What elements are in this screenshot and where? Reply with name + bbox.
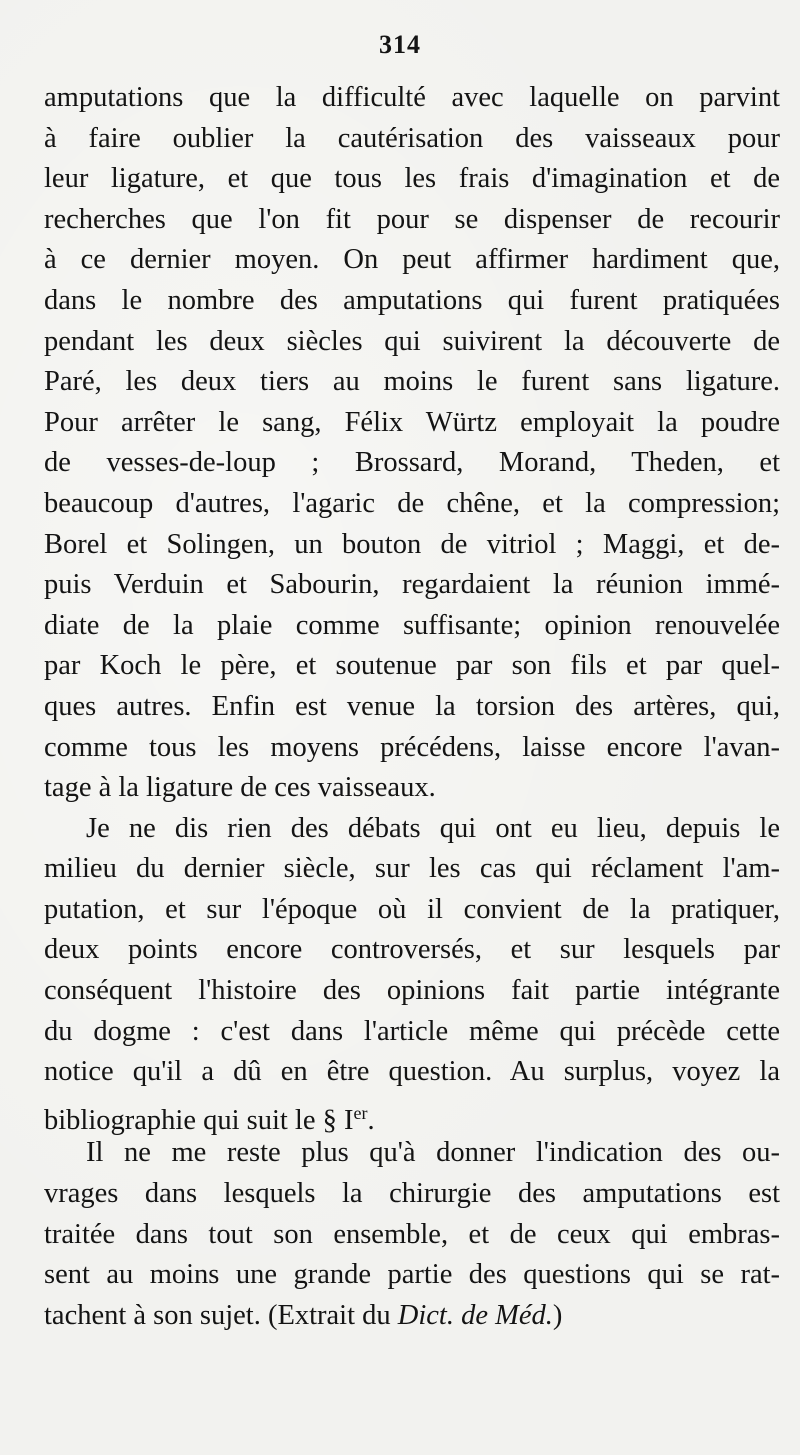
text-line: de vesses-de-loup ; Brossard, Morand, Theden, et <box>44 447 780 479</box>
text-line-final <box>44 1296 780 1337</box>
text-line: puis Verduin et Sabourin, regardaient la réunion immé- <box>44 569 780 601</box>
text-line: putation, et sur l'époque où il convient de la pratiquer, <box>44 893 780 925</box>
text-line: comme tous les moyens précédens, laisse encore l'avan- <box>44 731 780 763</box>
page-number: 314 <box>379 30 421 59</box>
text-line: Il ne me reste plus qu'à donner l'indication des ou- <box>86 1137 780 1169</box>
text-line: vrages dans lesquels la chirurgie des amputations est <box>44 1178 780 1210</box>
text-line: traitée dans tout son ensemble, et de ceux qui embras- <box>44 1218 780 1250</box>
text-line: sent au moins une grande partie des questions qui se rat- <box>44 1259 780 1291</box>
text-line: du dogme : c'est dans l'article même qui précède cette <box>44 1015 780 1047</box>
text-line: dans le nombre des amputations qui furent pratiquées <box>44 284 780 316</box>
text-line: par Koch le père, et soutenue par son fils et par quel- <box>44 650 780 682</box>
text-line: Pour arrêter le sang, Félix Würtz employait la poudre <box>44 406 780 438</box>
text-line: tage à la ligature de ces vaisseaux. <box>44 772 436 804</box>
text-line: beaucoup d'autres, l'agaric de chêne, et la compression; <box>44 487 780 519</box>
superscript-er: er <box>353 1102 368 1123</box>
text-line: pendant les deux siècles qui suivirent la découverte de <box>44 325 780 357</box>
text-line: diate de la plaie comme suffisante; opinion renouvelée <box>44 609 780 641</box>
text-line: amputations que la difficulté avec laquelle on parvint <box>44 82 780 113</box>
bibliographie-text: bibliographie qui suit le § I <box>44 1104 354 1136</box>
body-text <box>44 78 780 1336</box>
text-line: deux points encore controversés, et sur lesquels par <box>44 934 780 966</box>
text-line: Je ne dis rien des débats qui ont eu lieu, depuis le <box>86 812 780 844</box>
text-line-bibliographie <box>44 1093 780 1134</box>
text-line: notice qu'il a dû en être question. Au surplus, voyez la <box>44 1056 780 1088</box>
final-tail: ) <box>552 1299 563 1331</box>
text-line: ques autres. Enfin est venue la torsion des artères, qui, <box>44 690 780 722</box>
text-line: milieu du dernier siècle, sur les cas qui réclament l'am- <box>44 853 780 885</box>
text-line: à ce dernier moyen. On peut affirmer hardiment que, <box>44 244 780 276</box>
bibliographie-tail: . <box>367 1104 375 1136</box>
text-line: leur ligature, et que tous les frais d'imagination et de <box>44 163 780 195</box>
text-line: à faire oublier la cautérisation des vaisseaux pour <box>44 122 780 154</box>
citation-italic: Dict. de Méd. <box>397 1299 553 1331</box>
text-line: conséquent l'histoire des opinions fait partie intégrante <box>44 975 780 1007</box>
final-text: tachent à son sujet. (Extrait du <box>44 1299 398 1331</box>
text-line: Paré, les deux tiers au moins le furent sans ligature. <box>44 366 780 398</box>
text-line: Borel et Solingen, un bouton de vitriol ; Maggi, et de- <box>44 528 780 560</box>
text-line: recherches que l'on fit pour se dispenser de recourir <box>44 203 780 235</box>
